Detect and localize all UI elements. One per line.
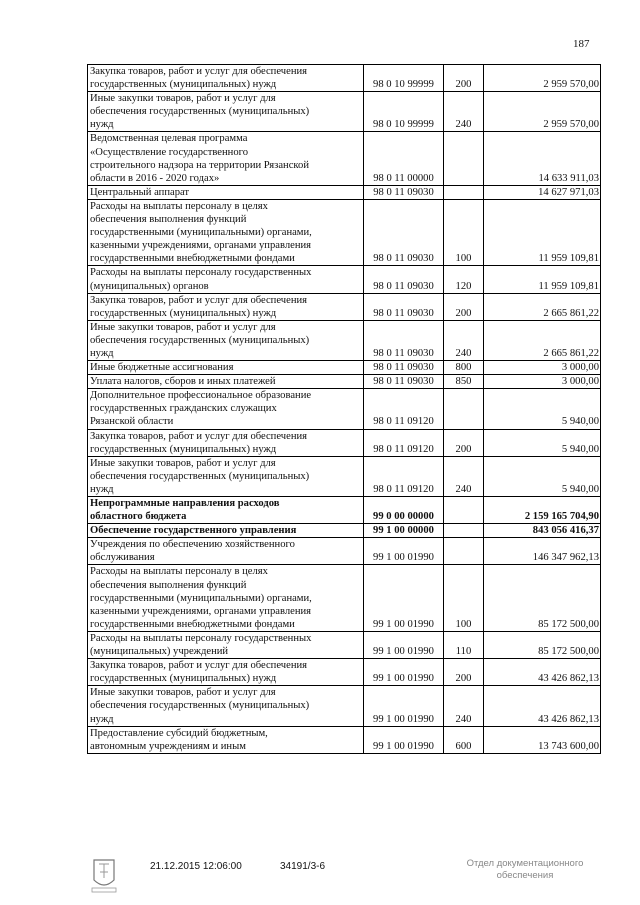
description-line: государственных (муниципальных) нужд: [90, 79, 277, 91]
description-line: государственными (муниципальными) органами,: [90, 592, 312, 604]
description-line: Расходы на выплаты персоналу в целях: [90, 566, 268, 578]
table-row: [88, 565, 601, 631]
row-expense-type: 600: [444, 726, 484, 753]
row-amount: 13 743 600,00: [484, 726, 601, 753]
row-expense-type: 120: [444, 266, 484, 293]
table-row: [88, 686, 601, 726]
row-amount: 3 000,00: [484, 361, 601, 375]
row-description: [88, 320, 364, 360]
budget-table: [87, 64, 601, 754]
row-expense-type: 240: [444, 686, 484, 726]
table-row: [88, 726, 601, 753]
description-line: Рязанской области: [90, 416, 174, 428]
description-line: обеспечения государственных (муниципальных): [90, 334, 310, 346]
row-expense-type: [444, 132, 484, 185]
row-description: [88, 92, 364, 132]
table-row: [88, 199, 601, 265]
description-line: обеспечения выполнения функций: [90, 214, 247, 226]
row-amount: 11 959 109,81: [484, 266, 601, 293]
row-amount: 11 959 109,81: [484, 199, 601, 265]
row-expense-type: [444, 538, 484, 565]
description-line: обеспечения выполнения функций: [90, 579, 247, 591]
description-line: Уплата налогов, сборов и иных платежей: [90, 376, 276, 388]
table-row: [88, 65, 601, 92]
row-code: 98 0 10 99999: [364, 92, 444, 132]
description-line: Центральный аппарат: [90, 186, 190, 198]
row-description: [88, 686, 364, 726]
row-description: [88, 524, 364, 538]
description-line: Иные закупки товаров, работ и услуг для: [90, 457, 276, 469]
row-description: [88, 631, 364, 658]
row-description: [88, 293, 364, 320]
row-description: [88, 497, 364, 524]
row-code: 98 0 11 09030: [364, 199, 444, 265]
row-description: [88, 429, 364, 456]
row-amount: 14 627 971,03: [484, 185, 601, 199]
row-code: 98 0 11 09030: [364, 361, 444, 375]
row-amount: 3 000,00: [484, 375, 601, 389]
description-line: государственных (муниципальных) нужд: [90, 307, 277, 319]
table-row: [88, 185, 601, 199]
description-line: Учреждения по обеспечению хозяйственного: [90, 539, 295, 551]
description-line: Дополнительное профессиональное образование: [90, 390, 312, 402]
description-line: Иные закупки товаров, работ и услуг для: [90, 321, 276, 333]
row-amount: 5 940,00: [484, 389, 601, 429]
stamp-line-1: Отдел документационного: [466, 858, 584, 869]
print-timestamp: 21.12.2015 12:06:00: [150, 861, 242, 872]
table-row: [88, 293, 601, 320]
row-expense-type: 240: [444, 320, 484, 360]
description-line: Расходы на выплаты персоналу государственных: [90, 632, 312, 644]
row-code: 99 1 00 01990: [364, 565, 444, 631]
description-line: государственных (муниципальных) нужд: [90, 443, 277, 455]
row-description: [88, 65, 364, 92]
row-description: [88, 361, 364, 375]
row-description: [88, 375, 364, 389]
row-code: 99 1 00 01990: [364, 726, 444, 753]
description-line: нужд: [90, 347, 114, 359]
description-line: «Осуществление государственного: [90, 146, 249, 158]
row-amount: 2 665 861,22: [484, 320, 601, 360]
row-expense-type: 200: [444, 659, 484, 686]
description-line: Непрограммные направления расходов: [90, 498, 280, 509]
row-amount: 14 633 911,03: [484, 132, 601, 185]
row-description: [88, 565, 364, 631]
table-row: [88, 538, 601, 565]
row-expense-type: [444, 497, 484, 524]
page-number: 187: [573, 38, 590, 50]
table-row: [88, 266, 601, 293]
row-amount: 85 172 500,00: [484, 631, 601, 658]
row-code: 99 1 00 00000: [364, 524, 444, 538]
row-code: 99 1 00 01990: [364, 686, 444, 726]
table-row: [88, 524, 601, 538]
description-line: государственными внебюджетными фондами: [90, 618, 295, 630]
table-row: [88, 659, 601, 686]
row-amount: 843 056 416,37: [484, 524, 601, 538]
description-line: области в 2016 - 2020 годах»: [90, 172, 220, 184]
table-row: [88, 631, 601, 658]
row-code: 98 0 11 09030: [364, 375, 444, 389]
row-code: 99 1 00 01990: [364, 659, 444, 686]
description-line: казенными учреждениями, органами управления: [90, 240, 312, 252]
row-description: [88, 389, 364, 429]
table-row: [88, 375, 601, 389]
description-line: автономным учреждениям и иным: [90, 740, 246, 752]
description-line: Иные бюджетные ассигнования: [90, 362, 234, 374]
row-code: 99 1 00 01990: [364, 631, 444, 658]
description-line: (муниципальных) учреждений: [90, 646, 229, 658]
row-description: [88, 456, 364, 496]
row-code: 98 0 11 09120: [364, 389, 444, 429]
table-row: [88, 389, 601, 429]
description-line: обеспечения государственных (муниципальных): [90, 470, 310, 482]
row-expense-type: 850: [444, 375, 484, 389]
row-expense-type: [444, 389, 484, 429]
description-line: государственных (муниципальных) нужд: [90, 673, 277, 685]
row-code: 98 0 11 09120: [364, 456, 444, 496]
row-code: 98 0 11 09030: [364, 185, 444, 199]
description-line: Иные закупки товаров, работ и услуг для: [90, 93, 276, 105]
page-footer: [0, 858, 640, 898]
row-description: [88, 659, 364, 686]
row-code: 98 0 11 09030: [364, 293, 444, 320]
description-line: Предоставление субсидий бюджетным,: [90, 727, 268, 739]
row-amount: 146 347 962,13: [484, 538, 601, 565]
table-row: [88, 132, 601, 185]
description-line: Закупка товаров, работ и услуг для обеспечения: [90, 66, 308, 77]
description-line: нужд: [90, 119, 114, 131]
row-expense-type: [444, 524, 484, 538]
row-amount: 2 159 165 704,90: [484, 497, 601, 524]
row-description: [88, 538, 364, 565]
table-row: [88, 456, 601, 496]
description-line: строительного надзора на территории Рязанской: [90, 159, 310, 171]
row-description: [88, 199, 364, 265]
coat-of-arms-icon: [90, 854, 118, 894]
description-line: государственных гражданских служащих: [90, 403, 277, 415]
table-row: [88, 361, 601, 375]
table-row: [88, 429, 601, 456]
row-expense-type: 100: [444, 199, 484, 265]
stamp-line-2: обеспечения: [496, 870, 554, 881]
description-line: Обеспечение государственного управления: [90, 525, 297, 537]
description-line: обеспечения государственных (муниципальных): [90, 106, 310, 118]
description-line: нужд: [90, 483, 114, 495]
row-expense-type: 100: [444, 565, 484, 631]
row-code: 98 0 11 09030: [364, 320, 444, 360]
row-expense-type: 110: [444, 631, 484, 658]
description-line: областного бюджета: [90, 511, 187, 523]
description-line: Иные закупки товаров, работ и услуг для: [90, 687, 276, 699]
row-amount: 2 665 861,22: [484, 293, 601, 320]
row-code: 98 0 10 99999: [364, 65, 444, 92]
row-amount: 85 172 500,00: [484, 565, 601, 631]
description-line: государственными (муниципальными) органами,: [90, 227, 312, 239]
description-line: обеспечения государственных (муниципальных): [90, 700, 310, 712]
document-number: 34191/3-6: [280, 861, 326, 872]
row-expense-type: 240: [444, 456, 484, 496]
table-row: [88, 497, 601, 524]
table-row: [88, 92, 601, 132]
row-code: 98 0 11 09030: [364, 266, 444, 293]
row-expense-type: 200: [444, 429, 484, 456]
description-line: Закупка товаров, работ и услуг для обеспечения: [90, 430, 308, 442]
row-amount: 2 959 570,00: [484, 92, 601, 132]
description-line: казенными учреждениями, органами управления: [90, 605, 312, 617]
row-amount: 43 426 862,13: [484, 686, 601, 726]
row-expense-type: 800: [444, 361, 484, 375]
description-line: Закупка товаров, работ и услуг для обеспечения: [90, 660, 308, 672]
row-amount: 2 959 570,00: [484, 65, 601, 92]
row-description: [88, 132, 364, 185]
row-expense-type: [444, 185, 484, 199]
description-line: (муниципальных) органов: [90, 280, 209, 292]
row-description: [88, 185, 364, 199]
description-line: нужд: [90, 713, 114, 725]
row-code: 99 1 00 01990: [364, 538, 444, 565]
description-line: обслуживания: [90, 552, 155, 564]
description-line: Расходы на выплаты персоналу в целях: [90, 200, 268, 212]
row-code: 99 0 00 00000: [364, 497, 444, 524]
row-code: 98 0 11 00000: [364, 132, 444, 185]
description-line: Расходы на выплаты персоналу государственных: [90, 267, 312, 279]
row-amount: 5 940,00: [484, 456, 601, 496]
department-stamp: [440, 858, 610, 882]
budget-table-body: [88, 65, 601, 754]
row-expense-type: 200: [444, 293, 484, 320]
row-code: 98 0 11 09120: [364, 429, 444, 456]
row-expense-type: 200: [444, 65, 484, 92]
row-expense-type: 240: [444, 92, 484, 132]
description-line: Ведомственная целевая программа: [90, 133, 248, 145]
table-row: [88, 320, 601, 360]
description-line: государственными внебюджетными фондами: [90, 253, 295, 265]
row-amount: 43 426 862,13: [484, 659, 601, 686]
row-description: [88, 266, 364, 293]
description-line: Закупка товаров, работ и услуг для обеспечения: [90, 294, 308, 306]
row-description: [88, 726, 364, 753]
row-amount: 5 940,00: [484, 429, 601, 456]
